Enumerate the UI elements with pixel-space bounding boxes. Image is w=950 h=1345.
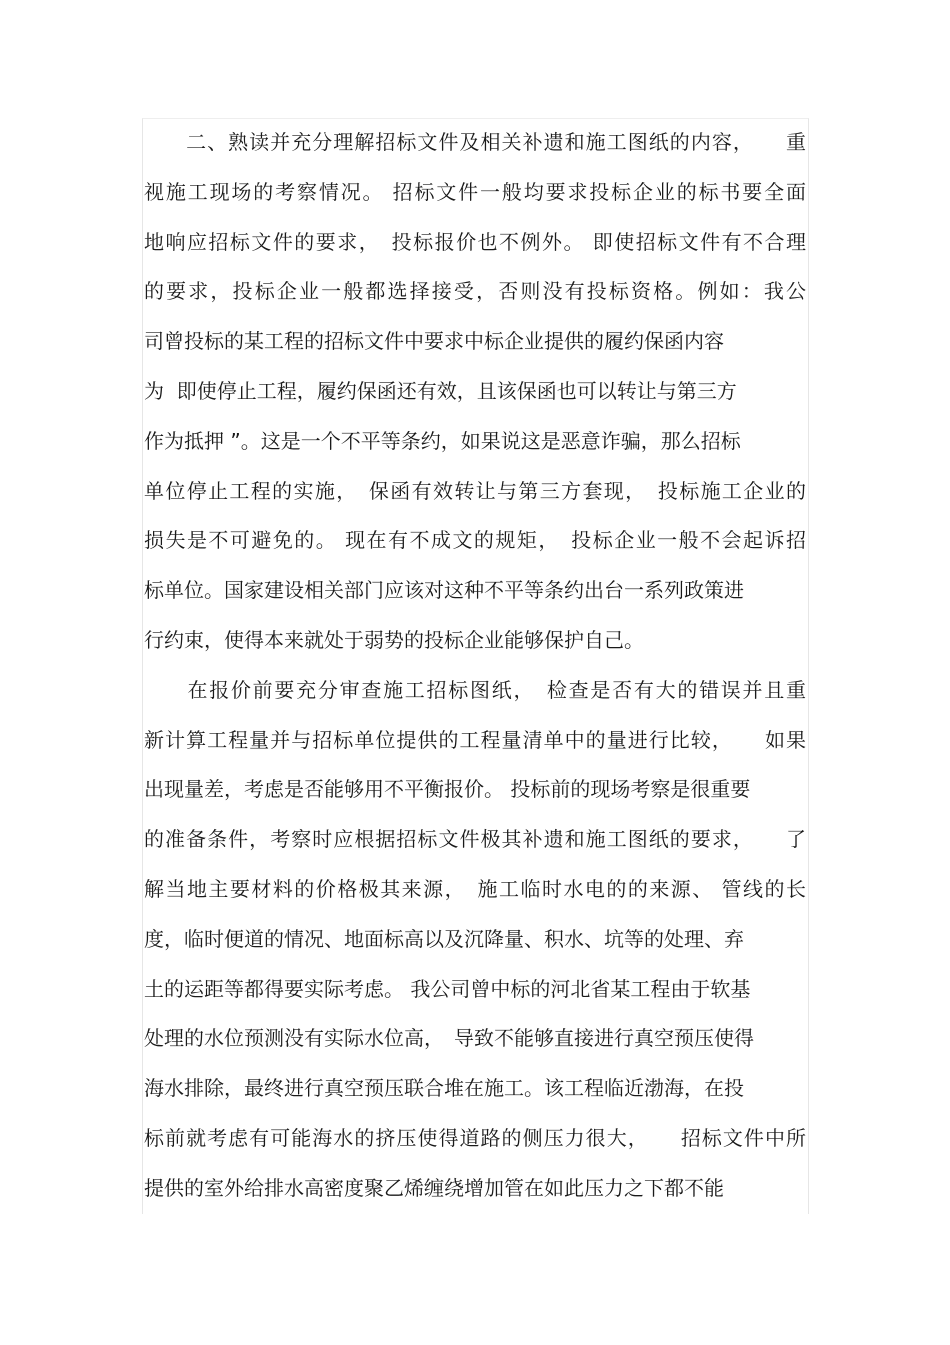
text-line: 二、熟读并充分理解招标文件及相关补遗和施工图纸的内容， 重 — [144, 130, 806, 154]
text-line: 出现量差，考虑是否能够用不平衡报价。 投标前的现场考察是很重要 — [144, 777, 751, 802]
text-line: 标单位。国家建设相关部门应该对这种不平等条约出台一系列政策进 — [144, 578, 744, 603]
text-line: 提供的室外给排水高密度聚乙烯缠绕增加管在如此压力之下都不能 — [144, 1175, 724, 1200]
text-line: 标前就考虑有可能海水的挤压使得道路的侧压力很大， 招标文件中所 — [144, 1125, 806, 1150]
text-line: 土的运距等都得要实际考虑。 我公司曾中标的河北省某工程由于软基 — [144, 976, 751, 1001]
text-line: 损失是不可避免的。 现在有不成文的规矩， 投标企业一般不会起诉招 — [144, 528, 806, 553]
document-body — [144, 118, 806, 1214]
text-line: 行约束，使得本来就处于弱势的投标企业能够保护自己。 — [144, 627, 644, 652]
text-line: 在报价前要充分审查施工招标图纸， 检查是否有大的错误并且重 — [144, 677, 806, 702]
text-line: 的要求，投标企业一般都选择接受，否则没有投标资格。例如：我公 — [144, 279, 806, 304]
text-line: 视施工现场的考察情况。 招标文件一般均要求投标企业的标书要全面 — [144, 179, 806, 204]
text-line: 度，临时便道的情况、地面标高以及沉降量、积水、坑等的处理、弃 — [144, 926, 744, 951]
text-line: 的准备条件，考察时应根据招标文件极其补遗和施工图纸的要求， 了 — [144, 827, 806, 852]
text-line: 处理的水位预测没有实际水位高， 导致不能够直接进行真空预压使得 — [144, 1026, 754, 1051]
text-line: 为 即使停止工程，履约保函还有效，且该保函也可以转让与第三方 — [144, 378, 737, 403]
text-line: 作为抵押 ”。这是一个不平等条约，如果说这是恶意诈骗，那么招标 — [144, 428, 741, 453]
text-line: 司曾投标的某工程的招标文件中要求中标企业提供的履约保函内容 — [144, 329, 724, 354]
text-line: 海水排除，最终进行真空预压联合堆在施工。该工程临近渤海，在投 — [144, 1076, 744, 1101]
text-line: 单位停止工程的实施， 保函有效转让与第三方套现， 投标施工企业的 — [144, 478, 806, 503]
text-line: 解当地主要材料的价格极其来源， 施工临时水电的的来源、 管线的长 — [144, 876, 806, 901]
text-line: 地响应招标文件的要求， 投标报价也不例外。 即使招标文件有不合理 — [144, 229, 806, 254]
text-line: 新计算工程量并与招标单位提供的工程量清单中的量进行比较， 如果 — [144, 727, 806, 752]
